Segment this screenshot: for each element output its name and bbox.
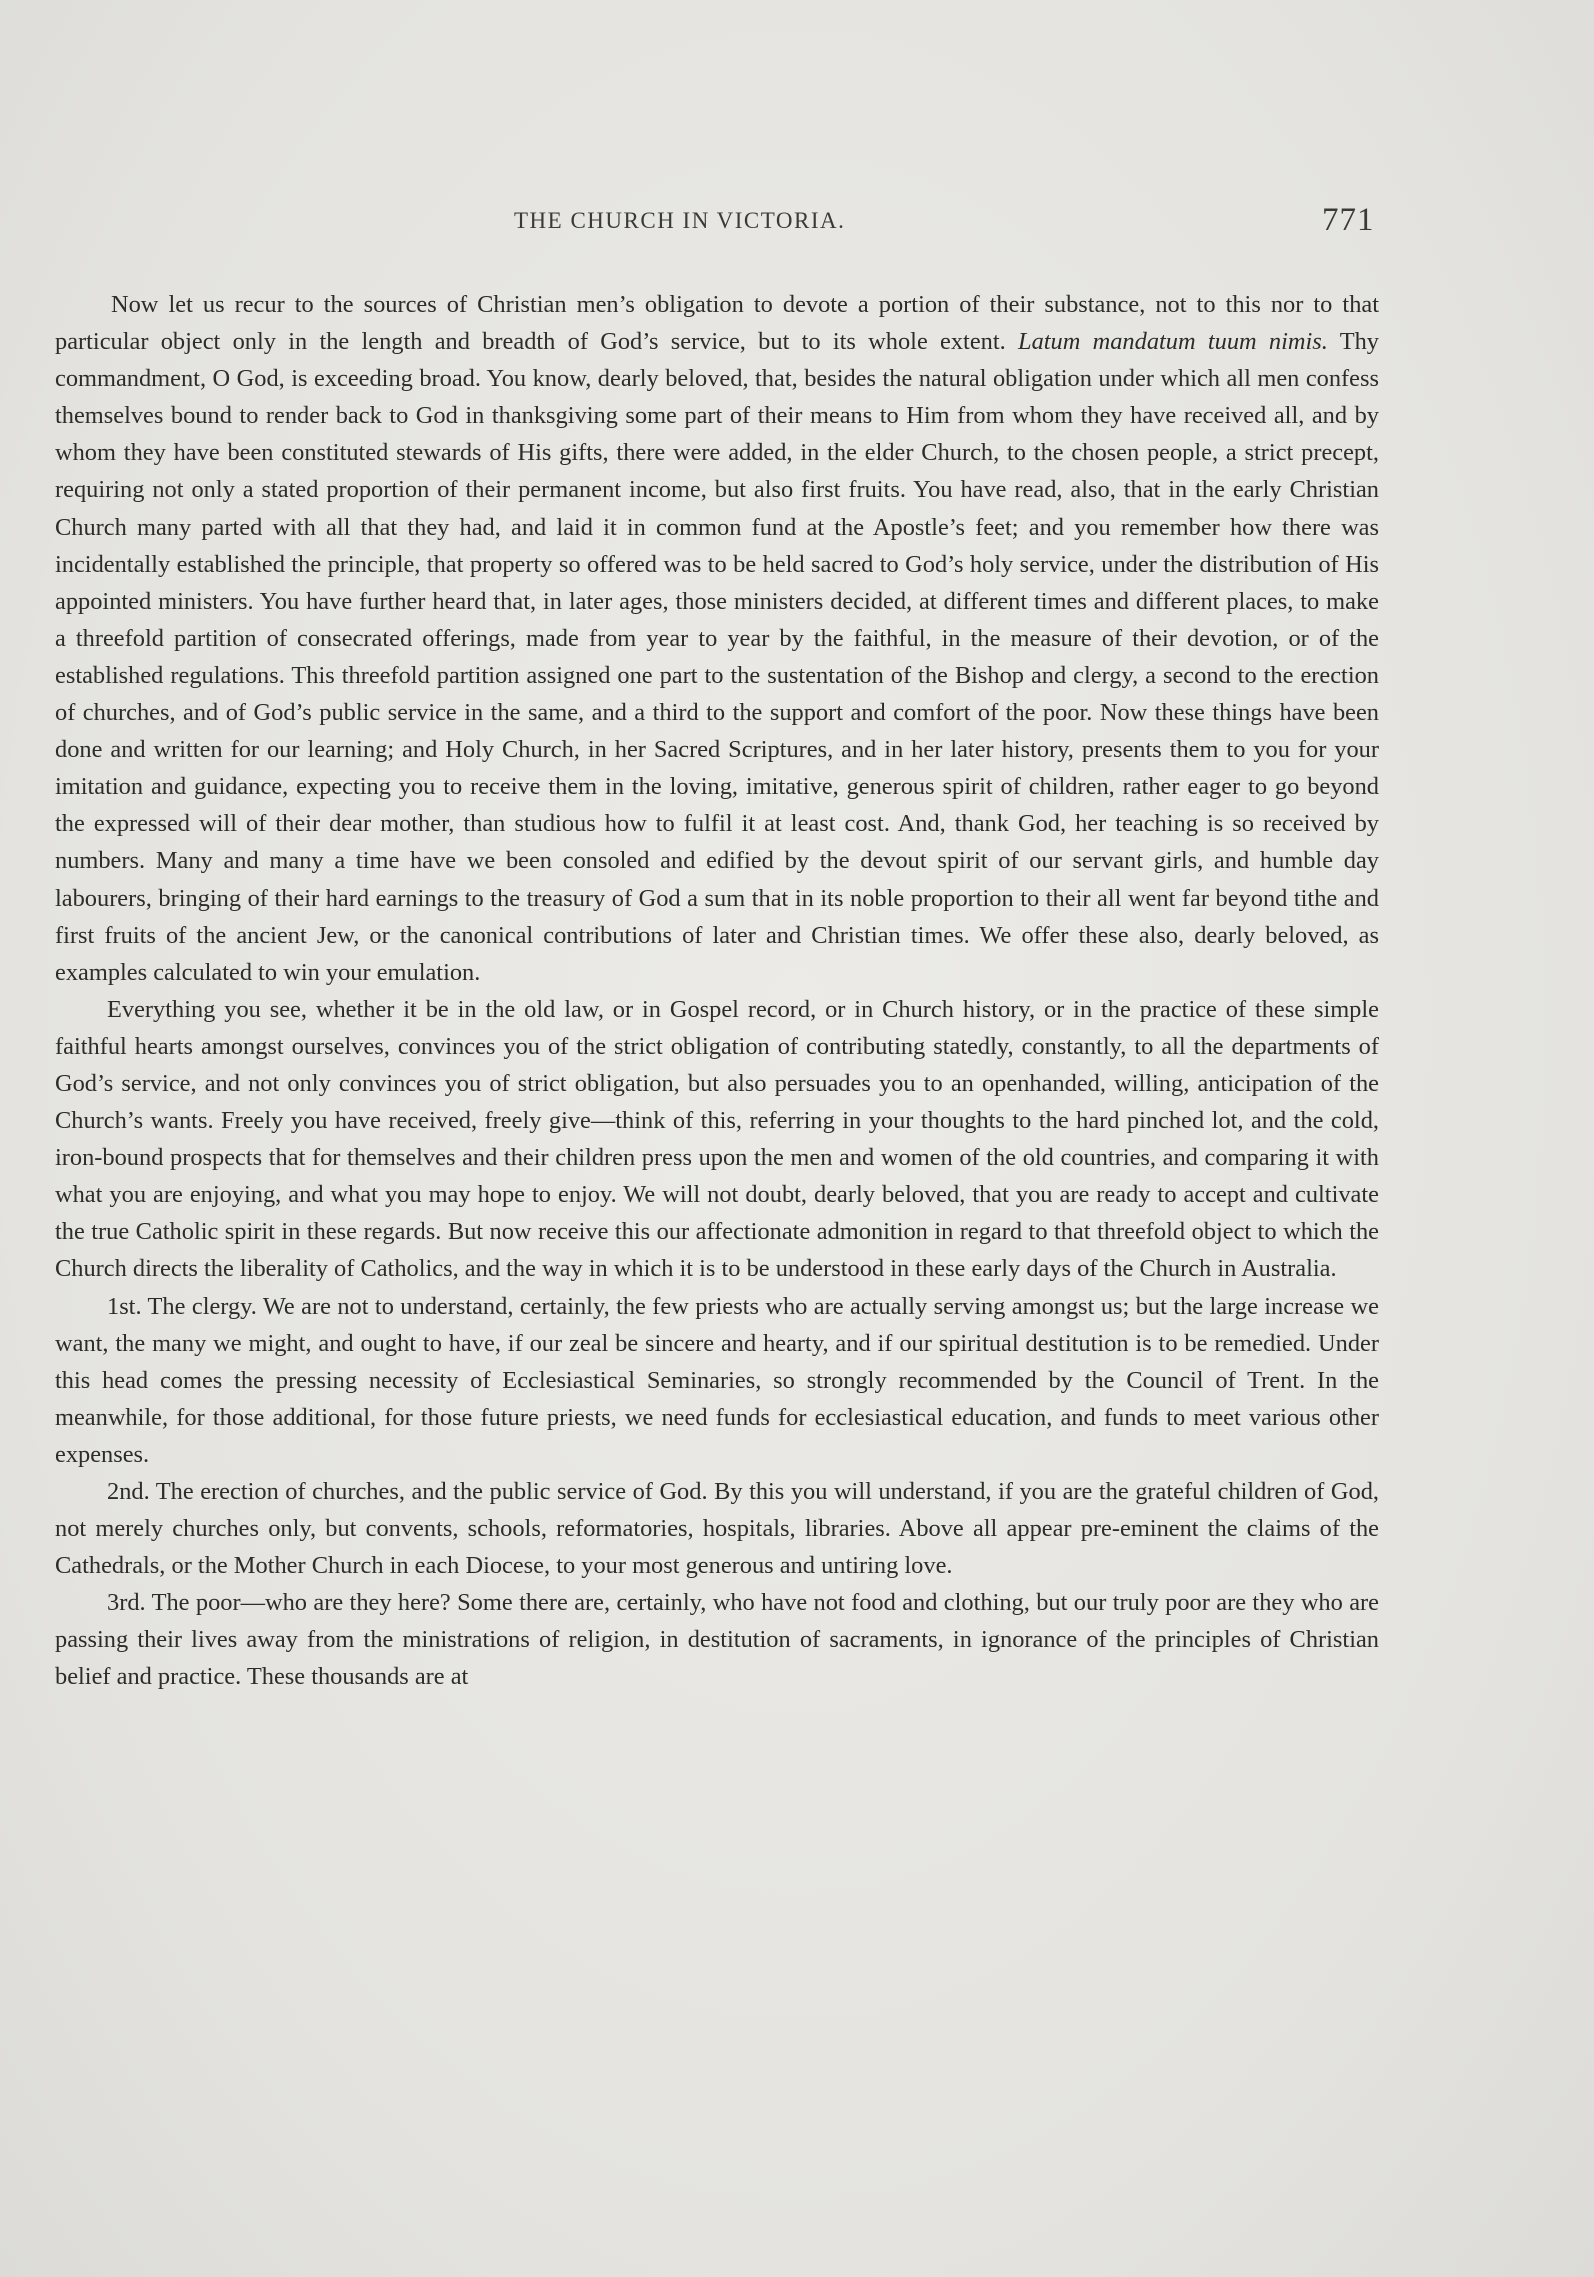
paragraph-text: Now let us recur to the sources of Christian men’s obligation to devote a portion of their substance, not to this nor to that particular object only in the length and breadth of God’s service, but to its whole extent. <box>55 291 1379 356</box>
page-number: 771 <box>1322 202 1375 238</box>
latin-quotation: Latum mandatum tuum nimis. <box>1018 328 1328 356</box>
paragraph-sources-of-obligation <box>55 286 1379 991</box>
paragraph-first-the-clergy: 1st. The clergy. We are not to understand, certainly, the few priests who are actually serving amongst us; but the large increase we want, the many we might, and ought to have, if our zeal be sincere and hearty, and if our spiritual destitution is to be remedied. Under this head comes the pressing necessity of Ecclesiastical Seminaries, so strongly recommended by the Council of Trent. In the meanwhile, for those additional, for those future priests, we need funds for ecclesiastical education, and funds to meet various other expenses. <box>55 1292 1379 1468</box>
paragraph-third-the-poor: 3rd. The poor—who are they here? Some there are, certainly, who have not food and clothing, but our truly poor are they who are passing their lives away from the ministrations of religion, in destitution of sacraments, in ignorance of the principles of Christian belief and practice. These thousands are at <box>55 1589 1379 1691</box>
paragraph-second-churches: 2nd. The erection of churches, and the public service of God. By this you will understand, if you are the grateful children of God, not merely churches only, but convents, schools, reformatories, hospitals, libraries. Above all appear pre-eminent the claims of the Cathedrals, or the Mother Church in each Diocese, to your most generous and untiring love. <box>55 1478 1379 1580</box>
paragraph-everything-you-see: Everything you see, whether it be in the old law, or in Gospel record, or in Church history, or in the practice of these simple faithful hearts amongst ourselves, convinces you of the strict obligation of contributing statedly, constantly, to all the departments of God’s service, and not only convinces you of strict obligation, but also persuades you to an openhanded, willing, anticipation of the Church’s wants. Freely you have received, freely give—think of this, referring in your thoughts to the hard pinched lot, and the cold, iron-bound prospects that for themselves and their children press upon the men and women of the old countries, and comparing it with what you are enjoying, and what you may hope to enjoy. We will not doubt, dearly beloved, that you are ready to accept and cultivate the true Catholic spirit in these regards. But now receive this our affectionate admonition in regard to that threefold object to which the Church directs the liberality of Catholics, and the way in which it is to be understood in these early days of the Church in Australia. <box>55 995 1379 1283</box>
body-text <box>55 286 1379 1696</box>
paragraph-text: Thy commandment, O God, is exceeding broad. You know, dearly beloved, that, besides the natural obligation under which all men confess themselves bound to render back to God in thanksgiving some part of their means to Him from whom they have received all, and by whom they have been constituted stewards of His gifts, there were added, in the elder Church, to the chosen people, a strict precept, requiring not only a stated proportion of their permanent income, but also first fruits. You have read, also, that in the early Christian Church many parted with all that they had, and laid it in common fund at the Apostle’s feet; and you remember how there was incidentally established the principle, that property so offered was to be held sacred to God’s holy service, under the distribution of His appointed ministers. You have further heard that, in later ages, those ministers decided, at different times and different places, to make a threefold partition of consecrated offerings, made from year to year by the faithful, in the measure of their devotion, or of the established regulations. This threefold partition assigned one part to the sustentation of the Bishop and clergy, a second to the erection of churches, and of God’s public service in the same, and a third to the support and comfort of the poor. Now these things have been done and written for our learning; and Holy Church, in her Sacred Scriptures, and in her later history, presents them to you for your imitation and guidance, expecting you to receive them in the loving, imitative, generous spirit of children, rather eager to go beyond the expressed will of their dear mother, than studious how to fulfil it at least cost. And, thank God, her teaching is so received by numbers. Many and many a time have we been consoled and edified by the devout spirit of our servant girls, and humble day labourers, bringing of their hard earnings to the treasury of God a sum that in its noble proportion to their all went far beyond tithe and first fruits of the ancient Jew, or the canonical contributions of later and Christian times. We offer these also, dearly beloved, as examples calculated to win your emulation. <box>55 328 1379 986</box>
running-title: THE CHURCH IN VICTORIA. <box>514 208 846 233</box>
